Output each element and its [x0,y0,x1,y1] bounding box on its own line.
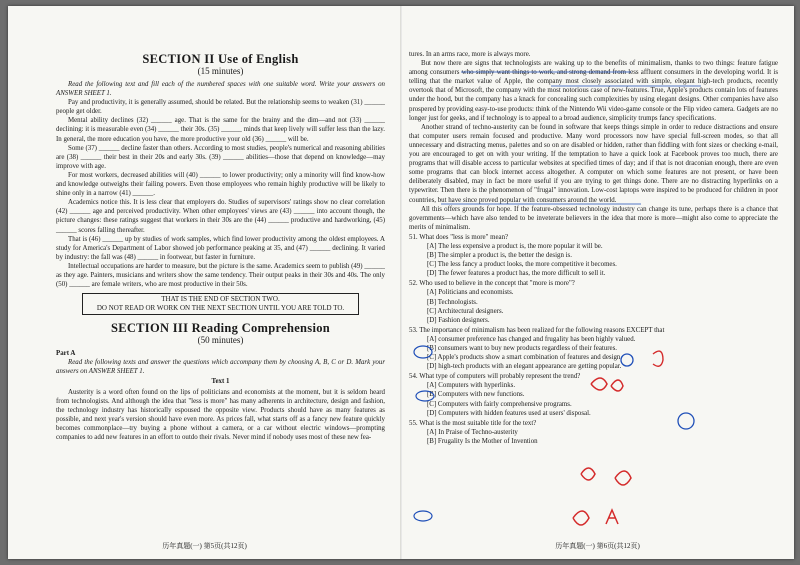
option: [A] Politicians and economists. [427,289,514,297]
cloze-paragraph: Academics notice this. It is less clear that employers do. Studies of supervisors' ratings show no clear correlation (42) ______ age and perceived productivity. When other employees' views are (43) ______ into account though, the picture changes: these ratings suggest that workers in their 30s are the (44) ______ productive and hardworking, (45) ______ scores falling thereafter. [56,199,385,234]
text-label: Text 1 [211,378,230,386]
section2-title: SECTION II Use of English [142,52,299,66]
question-52 [409,279,778,324]
option: [B] Frugality Is the Mother of Invention [427,437,538,445]
question-stem: 52. Who used to believe in the concept that "more is more"? [409,280,575,288]
page-left [8,6,401,559]
section3-time: (50 minutes) [197,335,244,346]
page-right [401,6,794,559]
reading-paragraph: Another strand of techno-austerity can be found in software that keeps things simple in order to reduce distractions and ensure that computer users remain focused and productive. Many word processors now have special full-screen modes, so that all unnecessary and distracting menus, palettes and so on are disabled or hidden, rather than fiddling with font sizes or checking e-mail, you are encouraged to get on with your writing. If the temptation to have a quick look at Facebook proves too much, there are programs that will disable access to particular websites at specified times of day; and if that is not draconian enough, there are even some programs that can block internet access altogether. A computer on which some features are not present, or have been deliberately disabled, may in fact be more useful if you are trying to get things done. There are no distracting hyperlinks on a typewriter. Then there is the phenomenon of "frugal" innovation. Low-cost laptops were inspired to be produced for children in poor countries, but have since proved popular with consumers around the world. [409,123,778,204]
red-mark-54a [581,468,595,480]
page-footer-right: 历年真题(一) 第6页(共12页) [555,542,640,550]
page-footer-left: 历年真题(一) 第5页(共12页) [162,542,247,550]
question-stem: 55. What is the most suitable title for the text? [409,419,537,427]
option: [A] consumer preference has changed and frugality has been highly valued. [427,335,636,343]
section3-instructions: Read the following texts and answer the questions which accompany them by choosing A, B, C or D. Mark your answers on ANSWER SHEET 1. [56,359,385,376]
option: [D] The fewer features a product has, the more difficult to sell it. [427,270,606,278]
cloze-paragraph: For most workers, decreased abilities will (40) ______ to lower productivity; only a minority will find know-how and knowledge outweighs their failing powers. Even those employees who remain highly productive will be likely to shine only in a narrow (41) ______. [56,171,385,198]
section2-instructions: Read the following text and fill each of the numbered spaces with one suitable word. Write your answers on ANSWER SHEET 1. [56,81,385,98]
question-stem: 53. The importance of minimalism has been realized for the following reasons EXCEPT that [409,326,665,334]
option: [A] The less expensive a product is, the more popular it will be. [427,242,603,250]
cloze-paragraph: Intellectual occupations are harder to measure, but the picture is the same. Academics seem to publish (49) ______ as they age. Painters, musicians and writers show the same tendency. Their output peaks in their 30s and 40s. The only (50) ______ are female writers, who are most productive in their 50s. [56,262,385,289]
option: [C] Architectural designers. [427,307,504,315]
cloze-paragraph: Some (37) ______ decline faster than others. According to most studies, people's numerical and reasoning abilities are (38) ______ their best in their 20s and early 30s. (39) ______ abilities—those that depend on knowledge—may improve with age. [56,144,385,170]
red-mark-55 [573,510,618,525]
question-55 [409,419,778,446]
scanned-exam-sheet [8,6,794,559]
option: [C] The less fancy a product looks, the more competitive it becomes. [427,261,617,269]
red-mark-54b [615,471,631,485]
reading-paragraph: But now there are signs that technologists are waking up to the benefits of minimalism, thanks to two things: feature fatigue among consumers who simply want things to work, and strong demand from less affluent consumers in the developing world. It is telling that the market value of Apple, the company most closely associated with simple, elegant high-tech products, recently overtook that of Microsoft, the company with the most notorious case of new-features. True, Apple's products contain lots of features under the hood, but the company has a knack for concealing such complexities by using elegant designs. Other companies have also prospered by providing easy-to-use products: think of the Nintendo Wii video-game console or the Flip video camera. Gadgets are no longer just for geeks, and if technology is to appeal to a broad audience, simplicity trumps fancy specifications. [409,60,778,122]
option: [B] The simpler a product is, the better the design is. [427,252,572,260]
reading-paragraph: Austerity is a word often found on the lips of politicians and economists at the moment, but it is seldom heard from technologists. And although the idea that "less is more" has many adherents in architecture, design and fashion, the technology industry has historically espoused the opposite view. Products should have as many features as possible, and next year's version should have even more. As prices fall, what starts off as a fancy new feature quickly becomes commonplace—try buying a phone without a camera, or a car without electric windows—prompting companies to add new features in an effort to outdo their rivals. Never mind if nobody uses most of these new fea- [56,388,385,441]
left-column [56,46,385,442]
option: [B] consumers want to buy new products regardless of their features. [427,345,618,352]
part-label: Part A [56,350,76,358]
question-51 [409,233,778,278]
end-note-2: DO NOT READ OR WORK ON THE NEXT SECTION UNTIL YOU ARE TOLD TO. [96,304,345,313]
option: [D] Computers with hidden features used at users' disposal. [427,409,591,417]
question-stem: 51. What does "less is more" mean? [409,233,509,241]
reading-paragraph: tures. In an arms race, more is always more. [409,51,531,58]
option: [A] Computers with hyperlinks. [427,382,516,390]
question-54 [409,372,778,417]
option: [B] Technologists. [427,298,478,306]
reading-paragraph: All this offers grounds for hope. If the feature-obsessed technology industry can change its tune, perhaps there is a chance that governments—which have also tended to be inveterate believers in the idea that more is more—might also come to appreciate the merits of minimalism. [409,205,778,231]
right-column [409,50,778,446]
option: [C] Apple's products show a smart combination of features and design. [427,354,623,362]
section2-time: (15 minutes) [197,66,244,76]
option: [A] In Praise of Techno-austerity [427,428,518,436]
option: [D] Fashion designers. [427,316,490,324]
cloze-paragraph: Mental ability declines (32) ______ age. That is the same for the brainy and the dim—and not (33) ______ declining: it is measurable even (34) ______ their 30s. (35) ______ minds that keep lively will suffer less than the lazy. In general, the more education you have, the more productive your old (36) ______ will be. [56,117,385,143]
end-note-1: THAT IS THE END OF SECTION TWO. [161,295,280,304]
option: [D] high-tech products with an elegant appearance are getting popular. [427,363,622,371]
option: [C] Computers with fairly comprehensive programs. [427,400,572,408]
cloze-paragraph: That is (46) ______ up by studies of work samples, which find lower productivity among the oldest employees. A study for America's Department of Labor showed job performance peaking at 35, and (47) ______ declining. It varied by industry: the fall was (48) ______ in footwear, but faster in furniture. [56,235,385,261]
answer-circle-55 [414,511,432,521]
option: [B] Computers with new functions. [427,391,525,399]
end-of-section-box [82,293,359,315]
section3-title: SECTION III Reading Comprehension [110,321,331,336]
question-stem: 54. What type of computers will probably represent the trend? [409,373,581,381]
cloze-paragraph: Pay and productivity, it is generally assumed, should be related. But the relationship seems to weaken (31) ______ people get older. [56,99,385,116]
question-53 [409,326,778,371]
